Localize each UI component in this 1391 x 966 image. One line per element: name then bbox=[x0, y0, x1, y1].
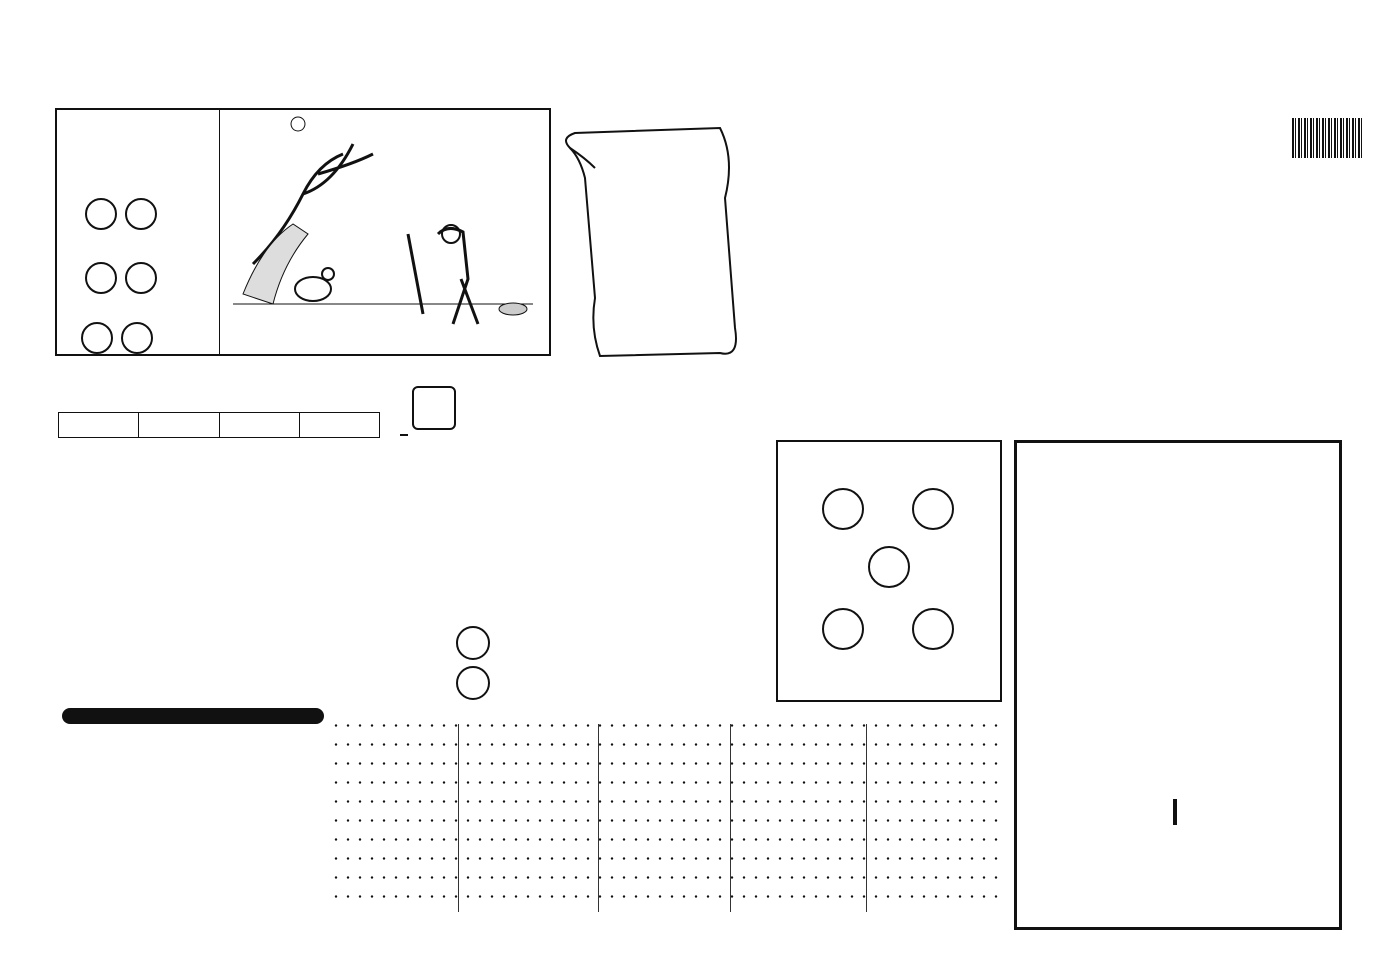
farmer-illustration bbox=[223, 114, 543, 350]
sanhe-rooster bbox=[822, 608, 864, 650]
wave-number bbox=[125, 262, 157, 294]
top-brand-strip bbox=[0, 84, 1391, 106]
wave-red-numbers bbox=[85, 262, 157, 294]
grid-line bbox=[458, 724, 459, 912]
sanhe-ox bbox=[822, 488, 864, 530]
wave-blue-numbers bbox=[85, 198, 157, 230]
grid-line bbox=[866, 724, 867, 912]
wave-panel bbox=[55, 108, 551, 356]
gate-header bbox=[299, 413, 379, 438]
wave-number bbox=[125, 198, 157, 230]
wave-number bbox=[121, 322, 153, 354]
gate-header bbox=[139, 413, 219, 438]
gate-table bbox=[58, 412, 380, 438]
sanhe-snake bbox=[912, 488, 954, 530]
catch-wave-number bbox=[456, 626, 490, 660]
catch-wave-title bbox=[400, 434, 408, 436]
history-dot-grid bbox=[330, 716, 1002, 912]
wave-green-numbers bbox=[81, 322, 153, 354]
panel-divider bbox=[219, 110, 220, 354]
scroll-graphic bbox=[560, 118, 760, 368]
open-divider bbox=[1173, 799, 1177, 825]
catch-wave-number bbox=[456, 666, 490, 700]
gate-header bbox=[219, 413, 299, 438]
wave-number bbox=[85, 198, 117, 230]
history-title bbox=[62, 708, 324, 724]
grid-line bbox=[730, 724, 731, 912]
strategy-box bbox=[1014, 440, 1342, 930]
grid-line bbox=[598, 724, 599, 912]
sanhe-dog bbox=[912, 608, 954, 650]
sanhe-rat bbox=[868, 546, 910, 588]
wave-number bbox=[85, 262, 117, 294]
catch-wave-icon bbox=[412, 386, 456, 430]
barcode bbox=[1292, 118, 1364, 158]
gate-header bbox=[59, 413, 139, 438]
wave-number bbox=[81, 322, 113, 354]
sanhe-box bbox=[776, 440, 1002, 702]
